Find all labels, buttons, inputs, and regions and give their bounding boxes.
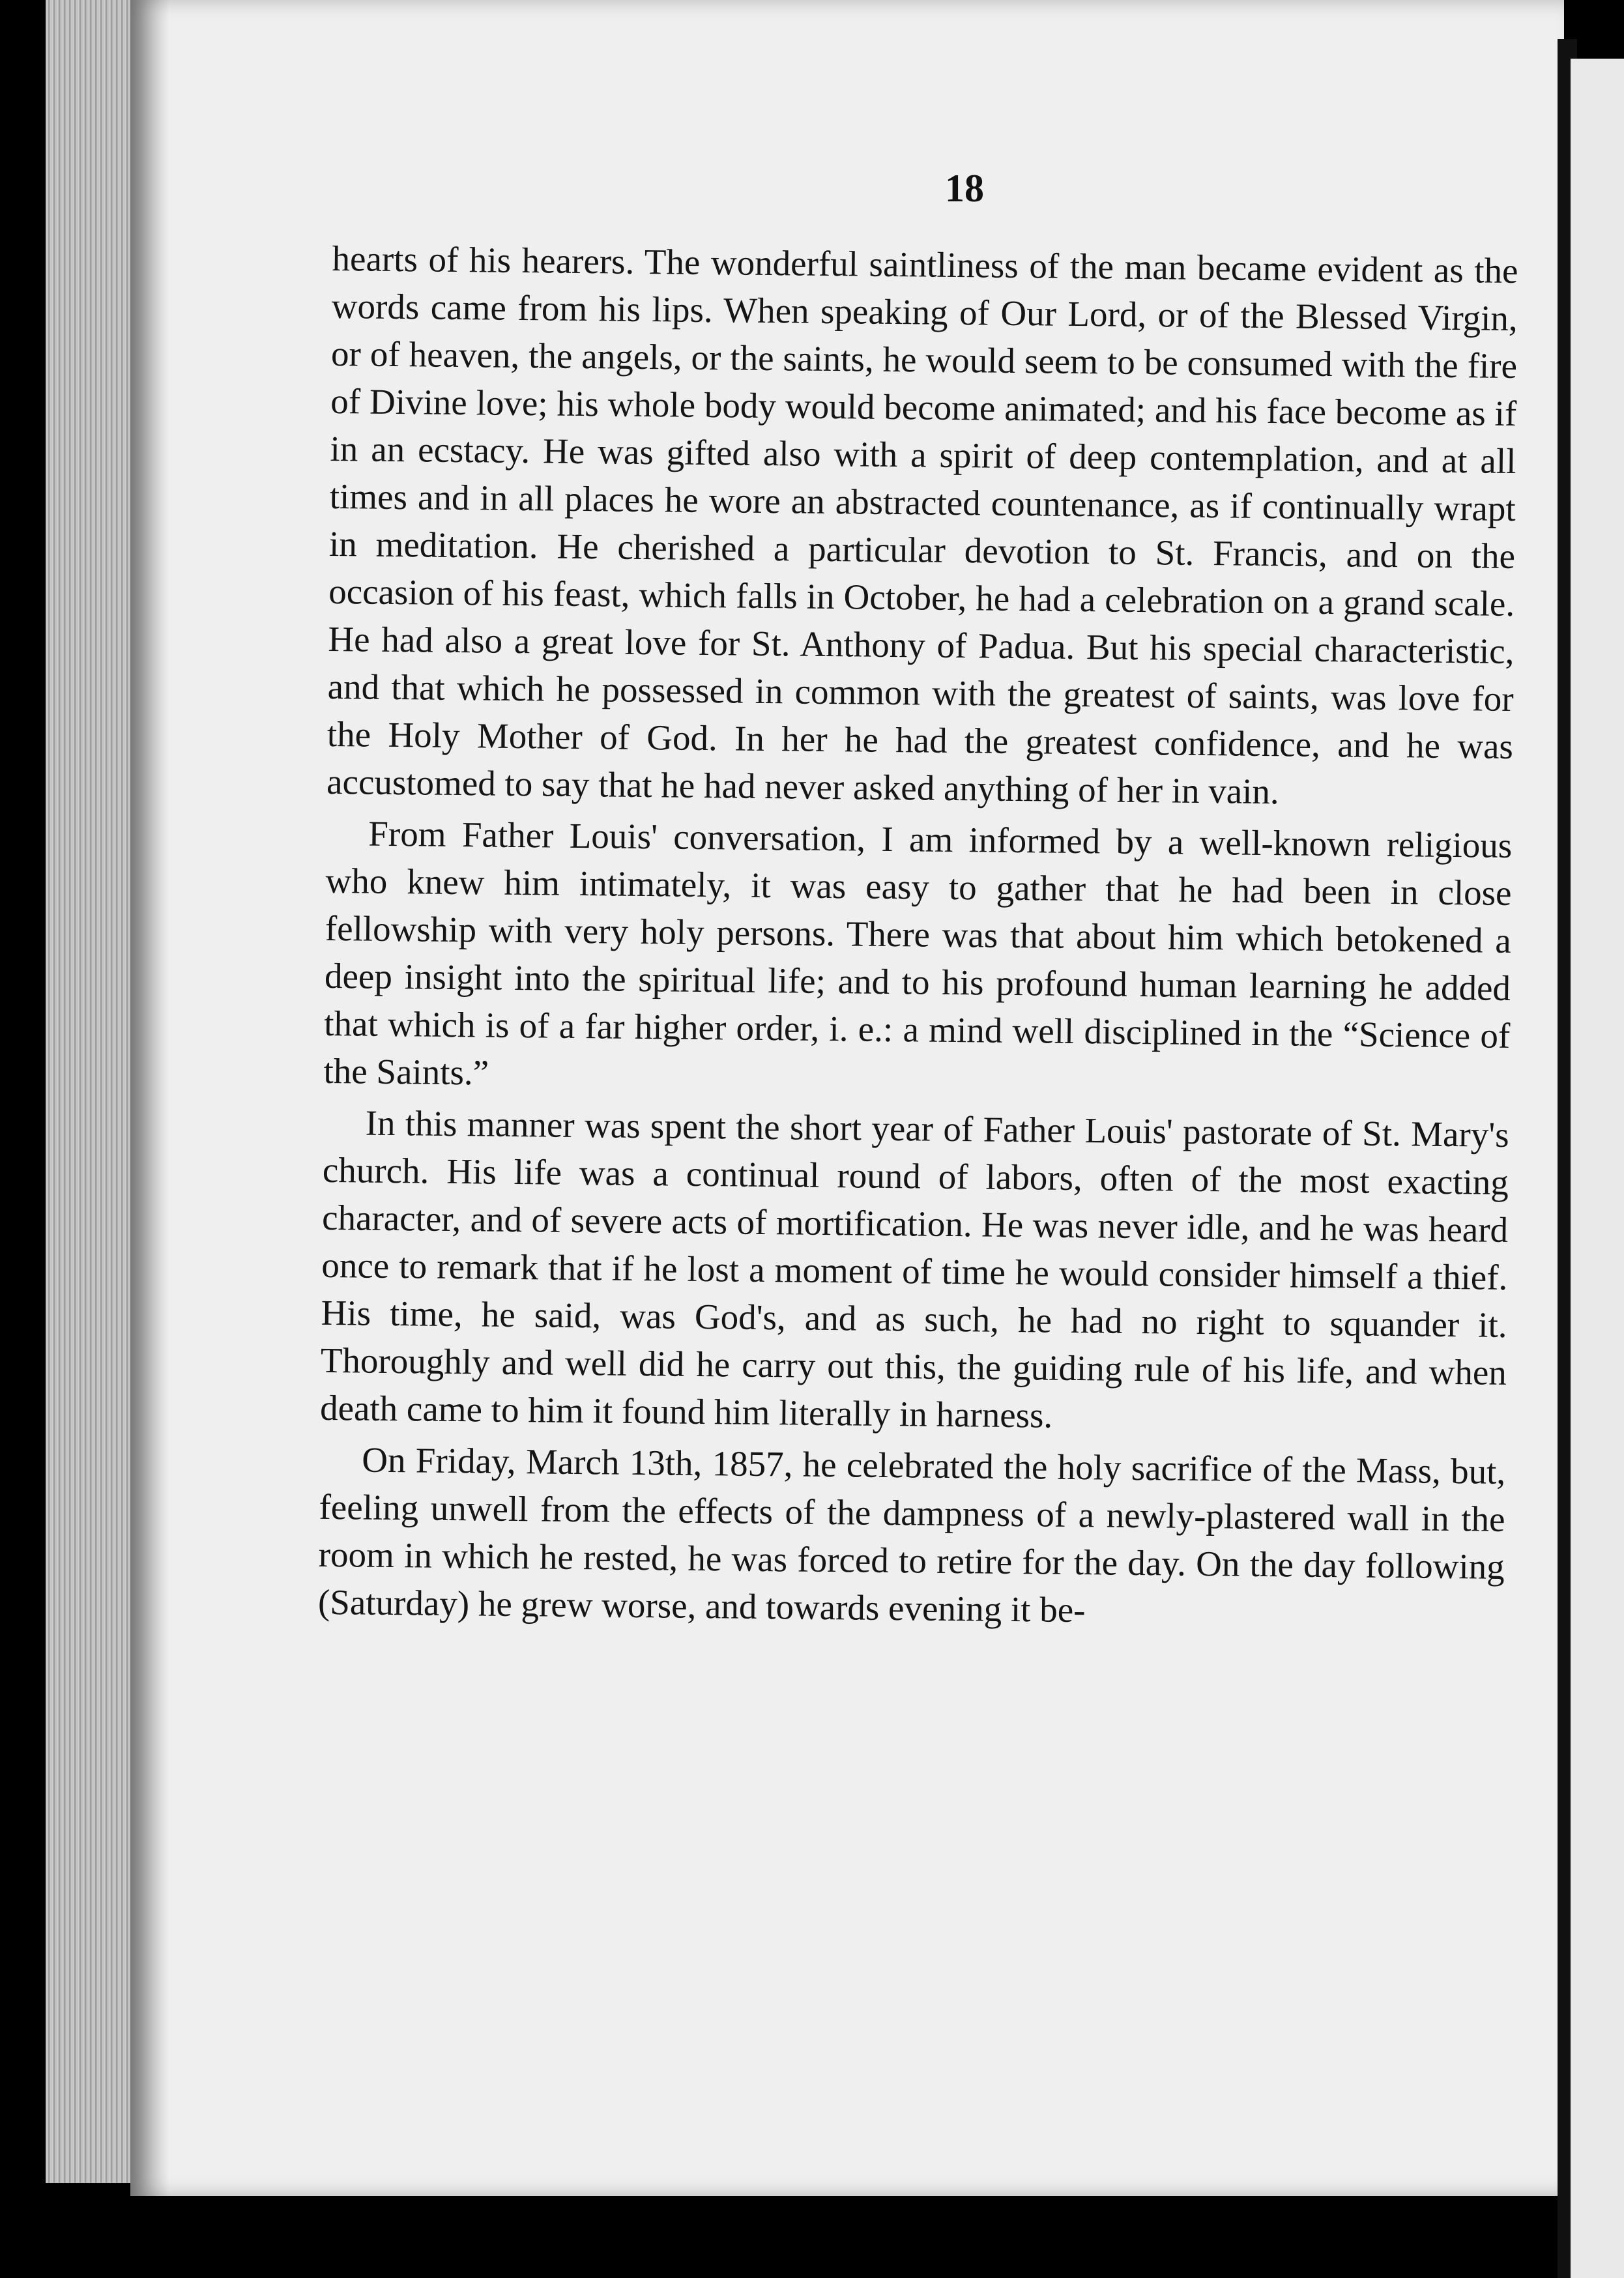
paragraph-2: From Father Louis' conversation, I am informed by a well-known religious who knew him intimately, it was easy to gather that he had been in close fellowship with very holy persons. There was that about him which betokened a deep insight into the spiritual life; and to his profound human learning he added that which is of a far higher order, i. e.: a mind well disciplined in the “Science of the Saints.” bbox=[323, 813, 1513, 1093]
paragraph-4: On Friday, March 13th, 1857, he celebrated the holy sacrifice of the Mass, but, feeling unwell from the effects of the dampness of a newly-plastered wall in the room in which he rested, he was forced to retire for the day. On the day following (Saturday) he grew worse, and towards evening it be- bbox=[317, 1439, 1506, 1630]
paragraph-1: hearts of his hearers. The wonderful saintliness of the man became evident as the words came from his lips. When speaking of Our Lord, or of the Blessed Virgin, or of heaven, the angels, or the saints, he would seem to be consumed with the fire of Divine love; his whole body would become animated; and his face become as if in an ecstacy. He was gifted also with a spirit of deep contemplation, and at all times and in all places he wore an abstracted countenance, as if continually wrapt in meditation. He cherished a particular devotion to St. Francis, and on the occasion of his feast, which falls in October, he had a celebration on a grand scale. He had also a great love for St. Anthony of Padua. But his special characteristic, and that which he possessed in common with the greatest of saints, was love for the Holy Mother of God. In her he had the greatest confidence, and he was accustomed to say that he had never asked anything of her in vain. bbox=[326, 238, 1518, 812]
body-text bbox=[318, 235, 1518, 1638]
next-page-edge bbox=[1571, 59, 1624, 2278]
paragraph-3: In this manner was spent the short year of Father Louis' pastorate of St. Mary's church. His life was a continual round of labors, often of the most exacting character, and of severe acts of mortification. He was never idle, and he was heard once to remark that if he lost a moment of time he would consider himself a thief. His time, he said, was God's, and as such, he had no right to squander it. Thoroughly and well did he carry out this, the guiding rule of his life, and when death came to him it found him literally in harness. bbox=[319, 1103, 1509, 1435]
page-number: 18 bbox=[945, 167, 984, 210]
book-page bbox=[130, 0, 1564, 2196]
